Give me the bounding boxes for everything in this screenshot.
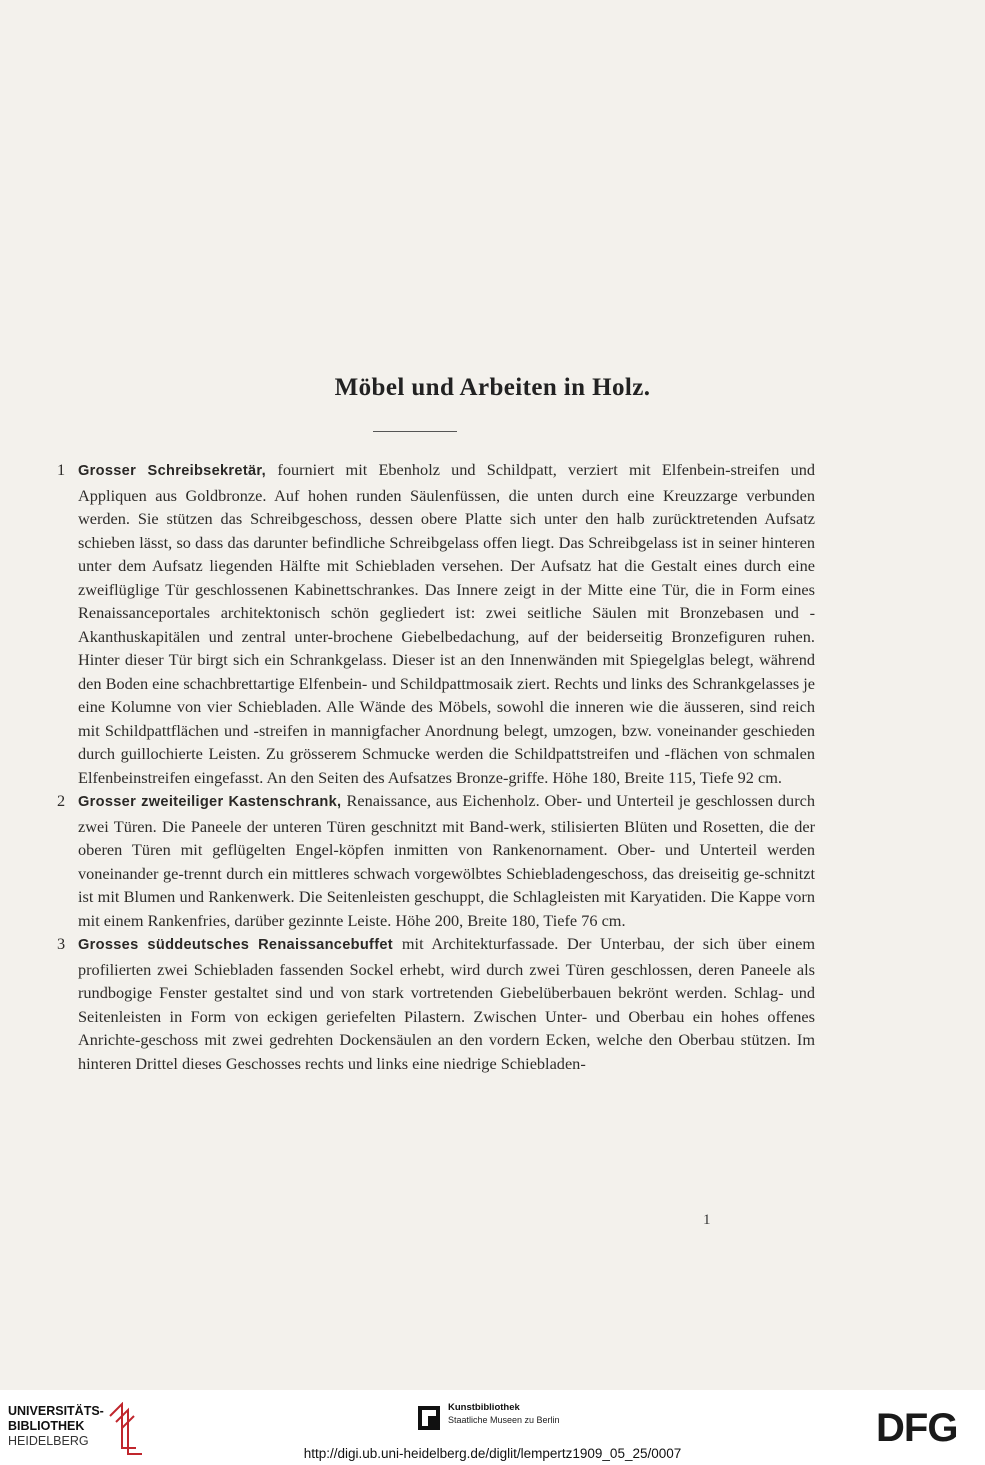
kunstbibliothek-subtitle: Staatliche Museen zu Berlin <box>448 1415 560 1425</box>
entry-text: mit Architekturfassade. Der Unterbau, der sich über einem profilierten zwei Schiebladen fassenden Sockel erhebt, wird durch zwei Türen geschlossen, deren Paneele als rundbogige Fenster gestaltet sind und von stark vortretenden Giebelüberbauen bekrönt werden. Schlag- und Seitenleisten in Form von eckigen geriefelten Pilastern. Zwischen Unter- und Oberbau ein hohes offenes Anrichte-geschoss mit zwei gedrehten Dockensäulen an den vordern Ecken, welche den Oberbau stützen. Im hinteren Drittel dieses Geschosses rechts und links eine niedrige Schiebladen- <box>78 934 815 1073</box>
digitization-footer <box>0 1390 985 1465</box>
ub-logo-line1: UNIVERSITÄTS- <box>8 1404 104 1418</box>
catalog-entries <box>55 458 815 1075</box>
catalog-entry <box>55 932 815 1075</box>
entry-number: 2 <box>57 791 66 810</box>
dfg-logo[interactable]: DFG <box>876 1406 958 1450</box>
kunstbibliothek-icon <box>418 1406 440 1430</box>
entry-number: 3 <box>57 934 66 953</box>
entry-heading: Grosser Schreibsekretär, <box>78 463 278 479</box>
ub-logo-line2: BIBLIOTHEK <box>8 1419 85 1433</box>
permalink-url[interactable]: http://digi.ub.uni-heidelberg.de/diglit/lempertz1909_05_25/0007 <box>303 1446 682 1461</box>
entry-text: fourniert mit Ebenholz und Schildpatt, verziert mit Elfenbein-streifen und Appliquen aus Goldbronze. Auf hohen runden Säulenfüssen, die unten durch eine Kreuzzarge verbunden werden. Sie stützen das Schreibgeschoss, dessen obere Platte sich unter den halb zurücktretenden Aufsatz schieben lässt, so dass das darunter befindliche Schreibgelass offen liegt. Das Schreibgelass ist in seiner hinteren unter dem Aufsatz liegenden Hälfte mit Schiebladen versehen. Der Aufsatz hat die Gestalt eines durch eine zweiflüglige Tür geschlossenen Kabinettschrankes. Das Innere zeigt in der Mitte eine Tür, die in Form eines Renaissanceportales architektonisch schön gegliedert ist: zwei seitliche Säulen mit Bronzebasen und -Akanthuskapitälen und zentral unter-brochene Giebelbedachung, auf der beiderseitig Bronzefiguren ruhen. Hinter dieser Tür birgt sich ein Schrankgelass. Dieser ist an den Innenwänden mit Spiegelglas belegt, während den Boden eine schachbrettartige Elfenbein- und Schildpattmosaik ziert. Rechts und links des Schrankgelasses je eine Kolumne von vier Schiebladen. Alle Wände des Möbels, sowohl die inneren wie die äusseren, sind reich mit Schildpattflächen und -streifen in mannigfacher Anordnung belegt, umzogen, bzw. voneinander geschieden durch guillochierte Leisten. Zu grösserem Schmucke werden die Schildpattstreifen und -flächen von schmalen Elfenbeinstreifen eingefasst. An den Seiten des Aufsatzes Bronze-griffe. Höhe 180, Breite 115, Tiefe 92 cm. <box>78 460 815 787</box>
entry-heading: Grosses süddeutsches Renaissancebuffet <box>78 937 402 953</box>
ub-logo-line3: HEIDELBERG <box>8 1434 89 1448</box>
entry-heading: Grosser zweiteiliger Kastenschrank, <box>78 794 347 810</box>
title-divider <box>373 431 457 432</box>
kunstbibliothek-name: Kunstbibliothek <box>448 1402 520 1413</box>
page-number: 1 <box>703 1212 711 1228</box>
catalog-entry <box>55 458 815 789</box>
entry-number: 1 <box>57 460 66 479</box>
kunstbibliothek-logo[interactable] <box>418 1400 578 1436</box>
page-title: Möbel und Arbeiten in Holz. <box>334 374 651 401</box>
entry-text: Renaissance, aus Eichenholz. Ober- und Unterteil je geschlossen durch zwei Türen. Die Paneele der unteren Türen geschnitzt mit Band-werk, stilisierten Blüten und Rosetten, die der oberen Türen mit geflügelten Engel-köpfen inmitten von Rankenornament. Ober- und Unterteil werden voneinander ge-trennt durch ein mittleres schwach vorgewölbtes Schiebladengeschoss, das dreiseitig ge-schnitzt ist mit Blumen und Rankenwerk. Die Seitenleisten geschuppt, die Schlagleisten mit Karyatiden. Die Kappe vorn mit einem Rankenfries, darüber gezinnte Leiste. Höhe 200, Breite 180, Tiefe 76 cm. <box>78 791 815 930</box>
catalog-entry <box>55 789 815 932</box>
